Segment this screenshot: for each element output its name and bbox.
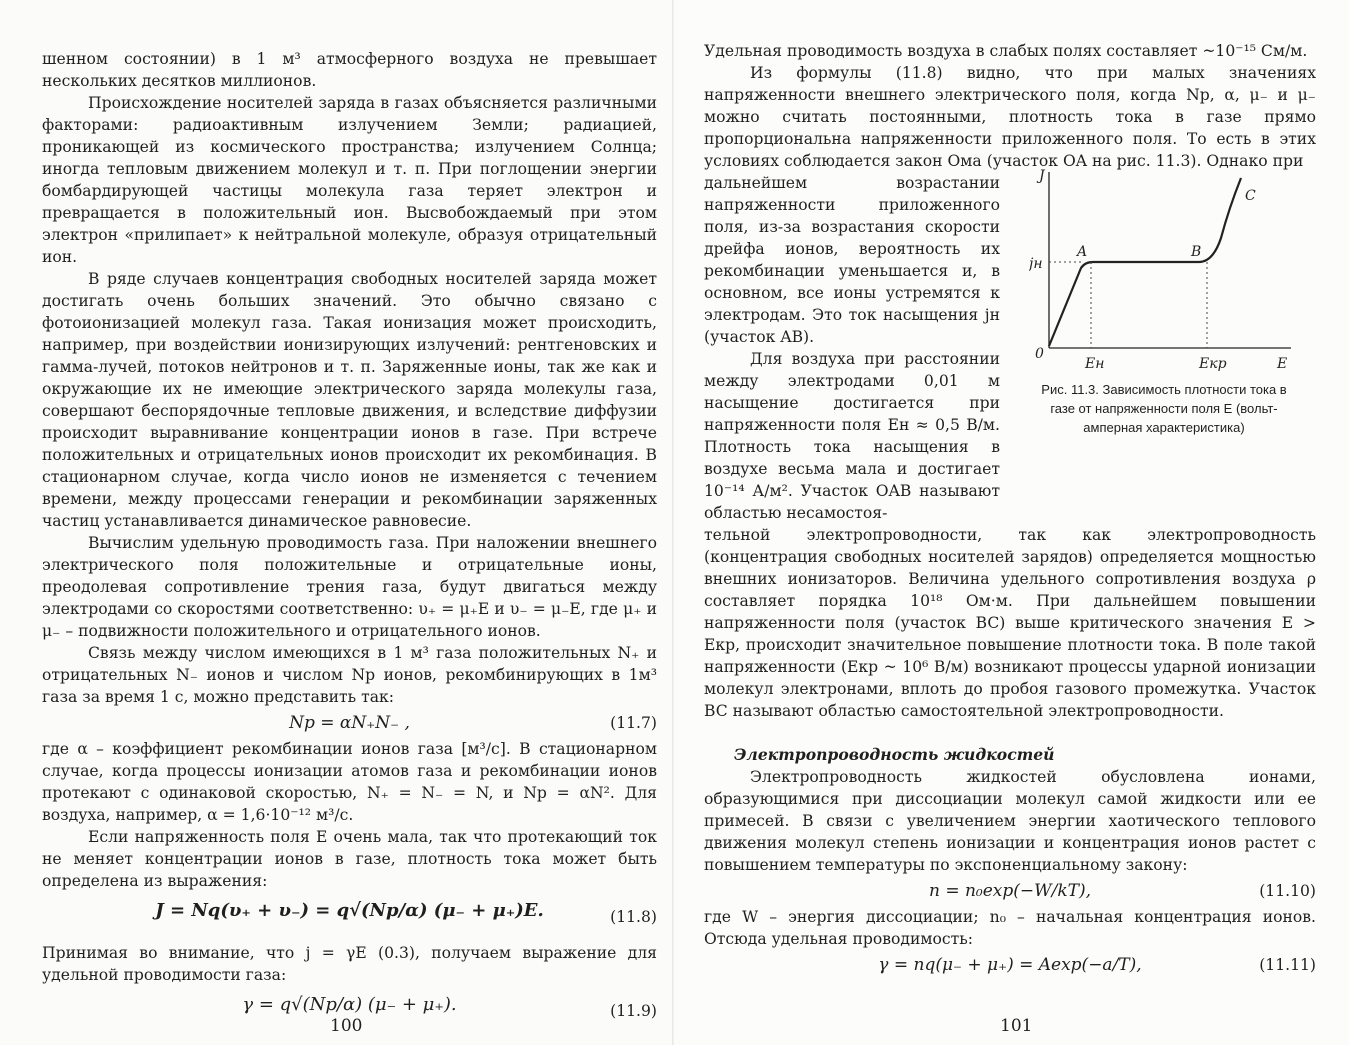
paragraph-formula-analysis: Из формулы (11.8) видно, что при малых значениях напряженности внешнего электрического поля, когда Nр, α, μ₋ и μ₋ можно считать постоянными, плотность тока в газе прямо пропорциональна напряженности приложенного поля. То есть в этих условиях соблюдается закон Ома (участок OA на рис. 11.3). Однако при (704, 64, 1316, 170)
left-page (0, 0, 674, 1045)
paragraph-where-w: где W – энергия диссоциации; n₀ – начальная концентрация ионов. Отсюда удельная проводимость: (704, 908, 1316, 948)
figure-11-3 (1029, 158, 1299, 443)
point-a-label: A (1077, 244, 1088, 260)
equation-number: (11.8) (610, 908, 657, 926)
equation-11-11 (704, 954, 1316, 978)
paragraph-liquids: Электропроводность жидкостей обусловлена ионами, образующимися при диссоциации молекул самой жидкости или ее примесей. В связи с увеличением энергии хаотического теплового движения молекул степень ионизации и концентрация ионов растет с повышением температуры по экспоненциальному закону: (704, 768, 1316, 874)
axis-label-j: J (1039, 168, 1045, 184)
characteristic-curve (1049, 178, 1241, 346)
right-page (674, 0, 1349, 1045)
paragraph-origin: Происхождение носителей заряда в газах объясняется различными факторами: радиоактивным излучением Земли; радиацией, проникающей из космического пространства; излучением Солнца; иногда тепловым движением молекул и т. п. При поглощении энергии бомбардирующей частицы молекула газа теряет электрон и превращается в положительный ион. Высвобождаемый при этом электрон «прилипает» к нейтральной молекуле, образуя отрицательный ион. (42, 94, 657, 266)
equation-formula: Nр = αN₊N₋ , (289, 713, 410, 733)
en-label: Eн (1085, 356, 1105, 372)
paragraph-taking: Принимая во внимание, что j = γE (0.3), получаем выражение для удельной проводимости газа: (42, 944, 657, 984)
equation-formula: γ = nq(μ₋ + μ₊) = Aexp(−a/T), (878, 955, 1142, 975)
equation-formula: J = Nq(υ₊ + υ₋) = q√(Nр/α) (μ₋ + μ₊)E. (155, 900, 544, 921)
paragraph-weak-field: Если напряженность поля E очень мала, так что протекающий ток не меняет концентрации ионов в газе, плотность тока может быть определена из выражения: (42, 828, 657, 890)
point-c-label: C (1245, 188, 1256, 204)
page-number-right: 101 (1000, 1016, 1033, 1036)
paragraph-cases: В ряде случаев концентрация свободных носителей заряда может достигать очень больших значений. Это обычно связано с фотоионизацией молекул газа. Такая ионизация может происходить, например, при воздействии ионизирующих излучений: рентгеновских и гамма-лучей, потоков нейтронов и т. п. Заряженные ионы, так же как и окружающие их не имеющие электрического заряда молекулы газа, совершают беспорядочные тепловые движения, и вследствие диффузии происходит выравнивание концентрации ионов в газе. При встрече положительных и отрицательных ионов происходит их рекомбинация. В стационарном случае, когда число ионов не изменяется с течением времени, между процессами генерации и рекомбинации заряженных частиц устанавливается динамическое равновесие. (42, 270, 657, 530)
equation-11-10 (704, 880, 1316, 904)
paragraph-air: Для воздуха при расстоянии между электродами 0,01 м насыщение достигается при напряженности поля Eн ≈ 0,5 В/м. Плотность тока насыщения в воздухе весьма мала и достигает 10⁻¹⁴ А/м². Участок OAB называют областью несамостоя- (704, 350, 1000, 522)
paragraph-weak-conductivity: Удельная проводимость воздуха в слабых полях составляет ~10⁻¹⁵ См/м. (704, 42, 1308, 60)
section-heading-liquids: Электропроводность жидкостей (734, 745, 1055, 764)
equation-number: (11.11) (1259, 956, 1316, 974)
equation-formula: n = n₀exp(−W/kT), (928, 881, 1092, 901)
figure-caption: Рис. 11.3. Зависимость плотности тока в газе от напряженности поля E (вольт-амперная характеристика) (1041, 382, 1287, 435)
point-b-label: B (1191, 244, 1202, 260)
equation-11-8 (42, 900, 657, 934)
left-text-column (42, 48, 657, 1036)
current-voltage-graph (1029, 158, 1299, 373)
ekr-label: Eкр (1199, 356, 1227, 372)
jn-label: jн (1029, 256, 1043, 272)
equation-number: (11.9) (610, 1002, 657, 1020)
page-number-left: 100 (330, 1016, 363, 1036)
paragraph-relation: Связь между числом имеющихся в 1 м³ газа положительных N₊ и отрицательных N₋ ионов и числом Nр ионов, рекомбинирующих в 1м³ газа за время 1 с, можно представить так: (42, 644, 657, 706)
equation-formula: γ = q√(Nр/α) (μ₋ + μ₊). (242, 994, 457, 1015)
axis-label-e: E (1277, 356, 1288, 372)
paragraph-air-continued: тельной электропроводности, так как электропроводность (концентрация свободных носителей зарядов) определяется мощностью внешних ионизаторов. Величина удельного сопротивления воздуха ρ составляет порядка 10¹⁸ Ом·м. При дальнейшем повышении напряженности поля (участок BC) выше критического значения E > Eкр, происходит значительное повышение плотности тока. В поле такой напряженности (Eкр ~ 10⁶ В/м) возникают процессы ударной ионизации молекул электронами, вплоть до пробоя газового промежутка. Участок BC называют областью самостоятельной электропроводности. (704, 526, 1316, 720)
paragraph-alpha: где α – коэффициент рекомбинации ионов газа [м³/с]. В стационарном случае, когда процессы ионизации атомов газа и рекомбинации ионов протекают с одинаковой скоростью, N₊ = N₋ = N, и Nр = αN². Для воздуха, например, α = 1,6·10⁻¹² м³/с. (42, 740, 657, 824)
equation-11-7 (42, 712, 657, 736)
paragraph-saturation: дальнейшем возрастании напряженности приложенного поля, из-за возрастания скорости дрейфа ионов, вероятность их рекомбинации уменьшается и, в основном, все ионы устремятся к электродам. Это ток насыщения jн (участок AB). (704, 174, 1000, 346)
equation-number: (11.10) (1259, 882, 1316, 900)
paragraph-compute: Вычислим удельную проводимость газа. При наложении внешнего электрического поля положительные и отрицательные ионы, преодолевая сопротивление трения газа, будут двигаться между электродами со скоростями соответственно: υ₊ = μ₊E и υ₋ = μ₋E, где μ₊ и μ₋ – подвижности положительного и отрицательного ионов. (42, 534, 657, 640)
origin-label: 0 (1035, 346, 1044, 362)
equation-number: (11.7) (610, 714, 657, 732)
paragraph-intro: шенном состоянии) в 1 м³ атмосферного воздуха не превышает нескольких десятков миллионов. (42, 50, 657, 90)
